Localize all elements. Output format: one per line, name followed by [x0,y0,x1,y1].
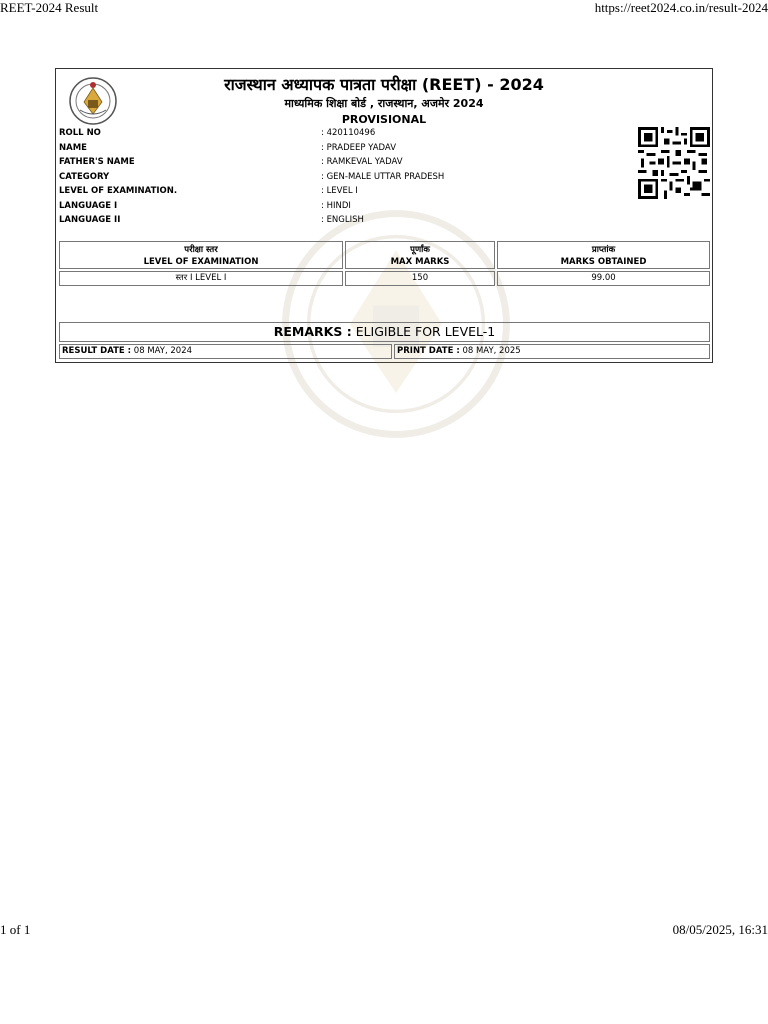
detail-value: : PRADEEP YADAV [321,142,397,153]
detail-label: NAME [59,142,87,153]
detail-label: LANGUAGE II [59,215,121,225]
print-date-value: 08 MAY, 2025 [459,346,521,356]
dates-row [59,344,710,359]
detail-value: : LEVEL I [321,186,358,196]
print-date-label: PRINT DATE : [397,346,460,356]
result-card [55,68,713,363]
detail-label: CATEGORY [59,171,110,182]
detail-label: ROLL NO [59,128,101,138]
page-url: https://reet2024.co.in/result-2024 [594,0,768,15]
header-english: LEVEL OF EXAMINATION [143,257,259,267]
header-english: MARKS OBTAINED [560,257,647,267]
header-level-of-examination [59,241,343,269]
detail-value: : ENGLISH [321,215,364,225]
page-count: 1 of 1 [0,922,31,937]
detail-label: LEVEL OF EXAMINATION. [59,186,178,196]
detail-label: FATHER'S NAME [59,157,135,167]
detail-value: : HINDI [321,200,351,211]
result-status: PROVISIONAL [341,113,427,126]
print-datetime: 08/05/2025, 16:31 [672,922,768,937]
remarks-value: ELIGIBLE FOR LEVEL-1 [351,324,496,339]
header-english: MAX MARKS [390,257,450,267]
print-date-cell [394,344,710,359]
header-hindi: प्राप्तांक [591,245,616,255]
result-date-label: RESULT DATE : [62,346,132,356]
remarks-label: REMARKS : [273,324,352,339]
header-max-marks [345,241,495,269]
detail-label: LANGUAGE I [59,200,118,211]
remarks-box [59,322,710,342]
exam-title: राजस्थान अध्यापक पात्रता परीक्षा (REET) - 2024 [224,75,544,94]
qr-code-icon [636,127,712,199]
header-hindi: परीक्षा स्तर [184,245,218,255]
cell-level: स्तर I LEVEL I [59,271,343,286]
result-date-cell [59,344,392,359]
result-date-value: 08 MAY, 2024 [131,346,193,356]
header-hindi: पूर्णांक [410,245,430,255]
detail-value: : 420110496 [321,128,376,138]
page-title: REET-2024 Result [0,0,99,15]
print-header [0,0,768,16]
detail-value: : RAMKEVAL YADAV [321,157,403,167]
board-subtitle: माध्यमिक शिक्षा बोर्ड , राजस्थान, अजमेर 2024 [284,97,484,110]
print-footer [0,922,768,938]
header-marks-obtained [497,241,710,269]
cell-marks-obtained: 99.00 [497,271,710,286]
cell-max-marks: 150 [345,271,495,286]
detail-value: : GEN-MALE UTTAR PRADESH [321,171,445,182]
